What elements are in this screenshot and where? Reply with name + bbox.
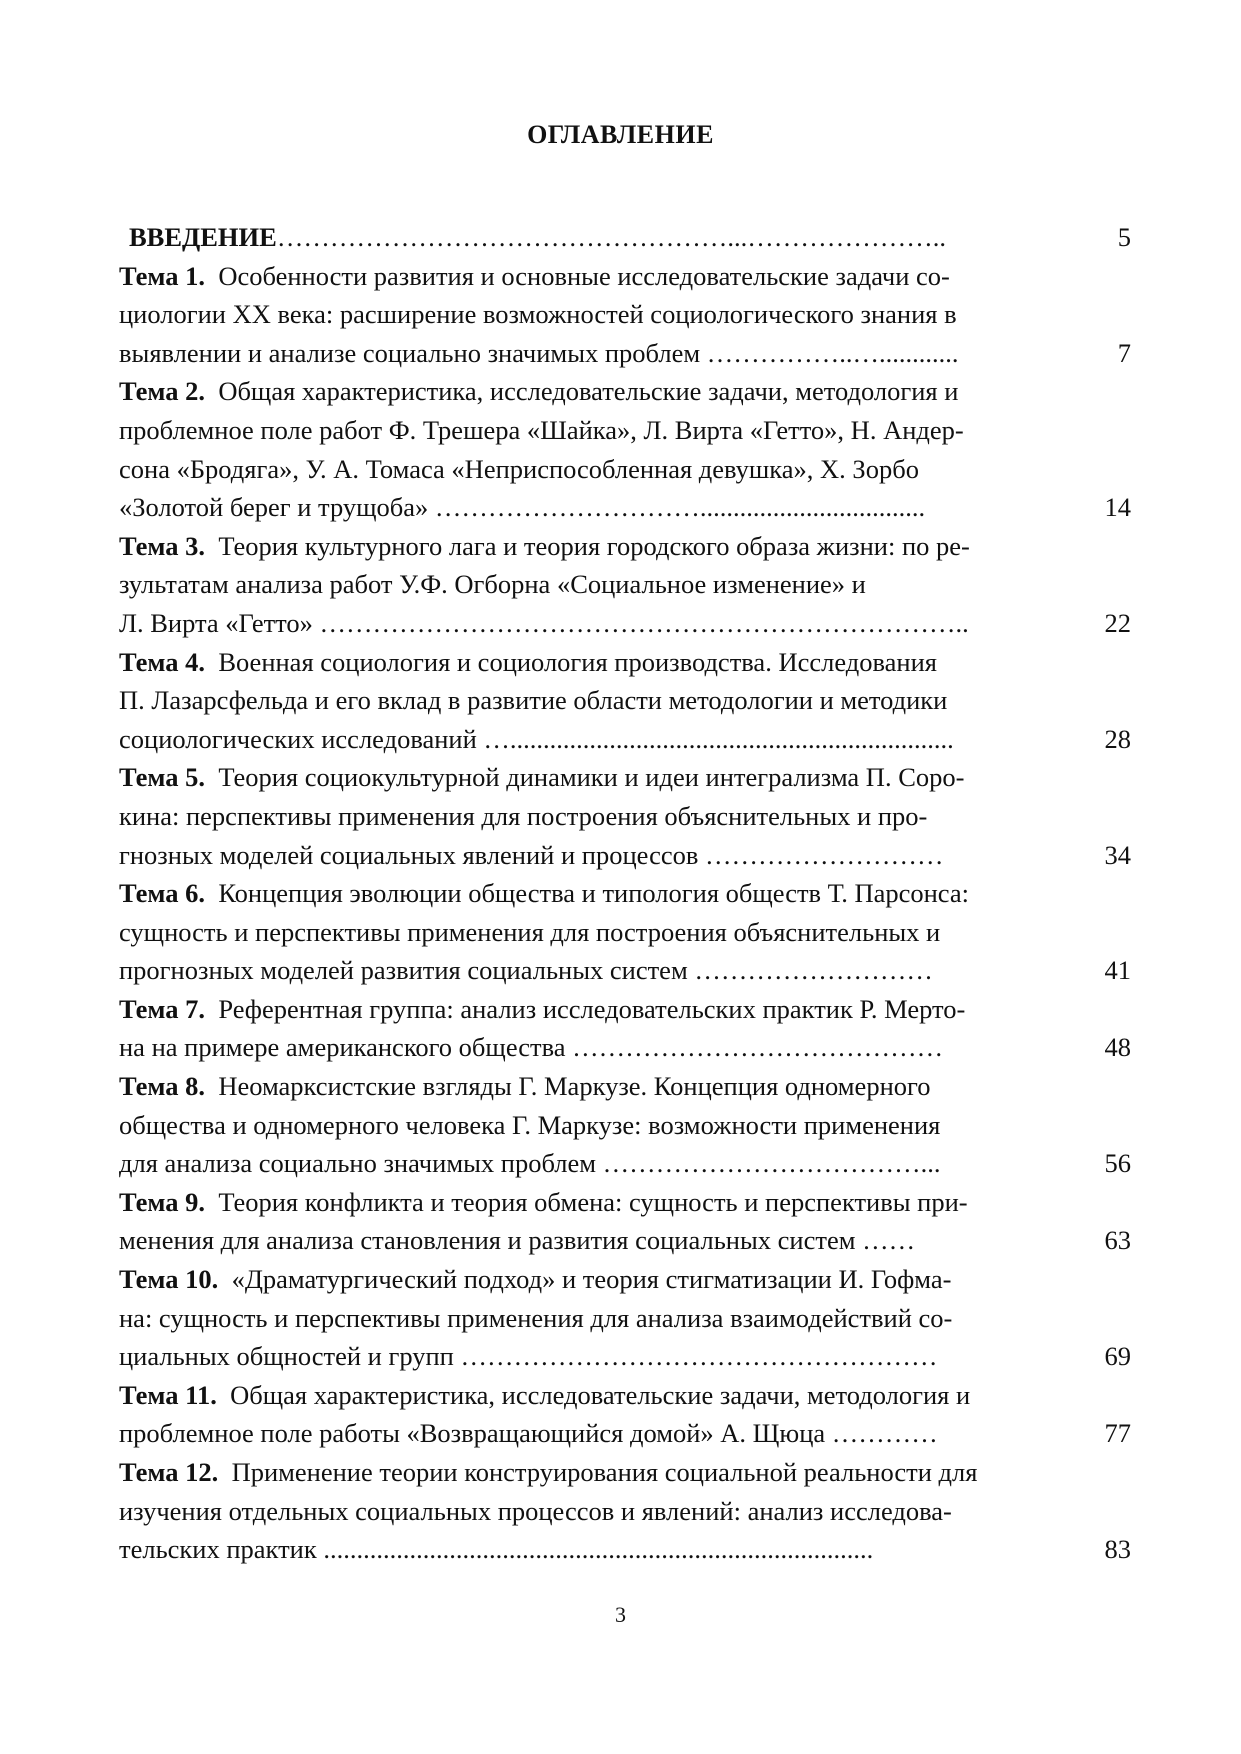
- toc-entry-line: [119, 1221, 1071, 1260]
- toc-entry-label: ВВЕДЕНИЕ: [129, 222, 277, 252]
- toc-entry-text: Теория конфликта и теория обмена: сущность и перспективы при-: [218, 1186, 968, 1217]
- toc-entry-line: [119, 1028, 1071, 1067]
- toc-page-number: 5: [1117, 222, 1131, 252]
- toc-entry-text: зультатам анализа работ У.Ф. Огборна «Социальное изменение» и: [119, 569, 866, 600]
- toc-entry-label: Тема 6.: [119, 878, 206, 909]
- toc-entry-text: циологии XX века: расширение возможностей социологического знания в: [119, 299, 957, 330]
- toc-entry-topic-8[interactable]: [119, 1067, 1131, 1183]
- toc-entry-text: кина: перспективы применения для построения объяснительных и про-: [119, 800, 928, 831]
- toc-entry-line: [119, 604, 1071, 643]
- page-title: ОГЛАВЛЕНИЕ: [527, 120, 714, 149]
- toc-entry-line: [119, 874, 1071, 913]
- toc-entry-topic-5[interactable]: [119, 758, 1131, 874]
- toc-page-number: 22: [1104, 607, 1131, 638]
- toc-entry-line: [119, 1337, 1071, 1376]
- toc-entry-topic-9[interactable]: [119, 1183, 1131, 1260]
- toc-entry-text: гнозных моделей социальных явлений и процессов ………………………: [119, 839, 944, 870]
- toc-leader-dots: ……………………………………………...…………………..: [276, 222, 946, 252]
- toc-entry-line: [119, 295, 1071, 334]
- toc-page-number: 7: [1117, 337, 1131, 368]
- toc-entry-label: Тема 4.: [119, 646, 206, 677]
- toc-page-number: 14: [1104, 492, 1131, 523]
- toc-page-number: 63: [1104, 1225, 1131, 1256]
- toc-entry-line: [119, 450, 1071, 489]
- toc-entry-line: [119, 1144, 1071, 1183]
- page-number: 3: [615, 1602, 626, 1627]
- toc-entry-text: социологических исследований …...................................................................: [119, 723, 954, 754]
- toc-entry-text: Особенности развития и основные исследовательские задачи со-: [218, 260, 950, 291]
- toc-entry-line: [119, 720, 1071, 759]
- toc-entry-label: Тема 7.: [119, 993, 206, 1024]
- toc-entry-line: [119, 1106, 1071, 1145]
- toc-entry-text: циальных общностей и групп ………………………………………………: [119, 1341, 938, 1372]
- toc-entry-text: сущность и перспективы применения для построения объяснительных и: [119, 916, 941, 947]
- toc-entry-text: сона «Бродяга», У. А. Томаса «Неприспособленная девушка», Х. Зорбо: [119, 453, 919, 484]
- toc-entry-text: прогнозных моделей развития социальных систем ………………………: [119, 955, 933, 986]
- toc-entry-label: Тема 12.: [119, 1457, 219, 1487]
- toc-entry-text: Теория культурного лага и теория городского образа жизни: по ре-: [218, 530, 970, 561]
- toc-entry-text: Л. Вирта «Гетто» ………………………………………………………………..: [119, 607, 969, 638]
- toc-entry-line: [119, 334, 1071, 373]
- toc-entry-text: «Золотой берег и трущоба» …………………………..................................: [119, 492, 926, 523]
- toc-entry-line: [119, 643, 1071, 682]
- toc-entry-text: Общая характеристика, исследовательские задачи, методология и: [218, 376, 959, 407]
- toc-entry-line: [119, 951, 1071, 990]
- toc-entry-label: Тема 8.: [119, 1071, 206, 1102]
- toc-entry-line: [119, 681, 1071, 720]
- toc-page-number: 48: [1104, 1032, 1131, 1063]
- toc-entry-line: [119, 411, 1071, 450]
- toc-entry-line: [119, 1299, 1071, 1338]
- toc-entry-topic-6[interactable]: [119, 874, 1131, 990]
- toc-entry-line: [119, 1530, 1071, 1569]
- toc-page-number: 69: [1104, 1341, 1131, 1372]
- toc-page-number: 83: [1104, 1534, 1131, 1565]
- toc-entry-line: [119, 565, 1071, 604]
- toc-entry-topic-10[interactable]: [119, 1260, 1131, 1376]
- toc-entry-text: тельских практик ...................................................................................: [119, 1534, 874, 1565]
- toc-entry-topic-2[interactable]: [119, 372, 1131, 526]
- toc-entry-line: [119, 1414, 1071, 1453]
- toc-entry-line: [119, 913, 1071, 952]
- toc-entry-text: проблемное поле работ Ф. Трешера «Шайка», Л. Вирта «Гетто», Н. Андер-: [119, 414, 964, 445]
- toc-entry-text: проблемное поле работы «Возвращающийся домой» А. Щюца …………: [119, 1418, 938, 1449]
- toc-entry-line: [119, 1067, 1071, 1106]
- toc-entry-topic-3[interactable]: [119, 527, 1131, 643]
- toc-entry-line: [119, 990, 1071, 1029]
- toc-entry-text: менения для анализа становления и развития социальных систем ……: [119, 1225, 916, 1256]
- toc-entry-line: [119, 758, 1071, 797]
- toc-entry-topic-11[interactable]: [119, 1376, 1131, 1453]
- toc-entry-label: Тема 11.: [119, 1379, 217, 1410]
- toc-entry-text: Неомарксистские взгляды Г. Маркузе. Концепция одномерного: [218, 1071, 931, 1102]
- toc-entry-line: [119, 257, 1071, 296]
- toc-entry-text: П. Лазарсфельда и его вклад в развитие области методологии и методики: [119, 685, 948, 716]
- toc-entry-text: «Драматургический подход» и теория стигматизации И. Гофма-: [231, 1264, 952, 1295]
- toc-entry-line: [119, 797, 1071, 836]
- toc-entry-text: Теория социокультурной динамики и идеи интегрализма П. Соро-: [218, 762, 965, 793]
- toc-entry-text: выявлении и анализе социально значимых проблем ……………..…............: [119, 337, 959, 368]
- table-of-contents: [119, 218, 1131, 1569]
- toc-entry-line: [119, 372, 1071, 411]
- toc-entry-text: на на примере американского общества ……………………………………: [119, 1032, 944, 1063]
- toc-entry-topic-12[interactable]: [119, 1453, 1131, 1569]
- toc-entry-text: Концепция эволюции общества и типология обществ Т. Парсонса:: [218, 878, 970, 909]
- toc-entry-label: Тема 10.: [119, 1264, 219, 1295]
- toc-page-number: 34: [1104, 839, 1131, 870]
- toc-page-number: 77: [1104, 1418, 1131, 1449]
- toc-entry-label: Тема 1.: [119, 260, 206, 291]
- toc-entry-text: Общая характеристика, исследовательские задачи, методология и: [230, 1379, 971, 1410]
- toc-entry-label: Тема 9.: [119, 1186, 206, 1217]
- toc-entry-text: для анализа социально значимых проблем ………………………………...: [119, 1148, 941, 1179]
- toc-entry-label: Тема 2.: [119, 376, 206, 407]
- toc-entry-text: Применение теории конструирования социальной реальности для: [231, 1457, 978, 1487]
- toc-entry-introduction[interactable]: [119, 218, 1131, 257]
- toc-entry-topic-1[interactable]: [119, 257, 1131, 373]
- toc-page-number: 56: [1104, 1148, 1131, 1179]
- toc-entry-text: изучения отдельных социальных процессов и явлений: анализ исследова-: [119, 1495, 952, 1526]
- toc-page-number: 28: [1104, 723, 1131, 754]
- toc-entry-line: [119, 1260, 1071, 1299]
- toc-entry-line: [119, 1376, 1071, 1415]
- toc-entry-line: [119, 527, 1071, 566]
- toc-entry-line: [119, 1453, 1071, 1492]
- toc-entry-line: [119, 836, 1071, 875]
- toc-page-number: 41: [1104, 955, 1131, 986]
- toc-entry-label: Тема 5.: [119, 762, 206, 793]
- toc-entry-text: Референтная группа: анализ исследовательских практик Р. Мерто-: [218, 993, 966, 1024]
- toc-entry-label: Тема 3.: [119, 530, 206, 561]
- toc-entry-text: общества и одномерного человека Г. Маркузе: возможности применения: [119, 1109, 941, 1140]
- toc-entry-text: Военная социология и социология производства. Исследования: [218, 646, 937, 677]
- toc-entry-topic-4[interactable]: [119, 643, 1131, 759]
- toc-entry-line: [119, 1492, 1071, 1531]
- toc-entry-topic-7[interactable]: [119, 990, 1131, 1067]
- toc-entry-text: на: сущность и перспективы применения для анализа взаимодействий со-: [119, 1302, 953, 1333]
- toc-entry-line: [119, 488, 1071, 527]
- toc-entry-line: [119, 1183, 1071, 1222]
- toc-topic-list: [119, 257, 1131, 1569]
